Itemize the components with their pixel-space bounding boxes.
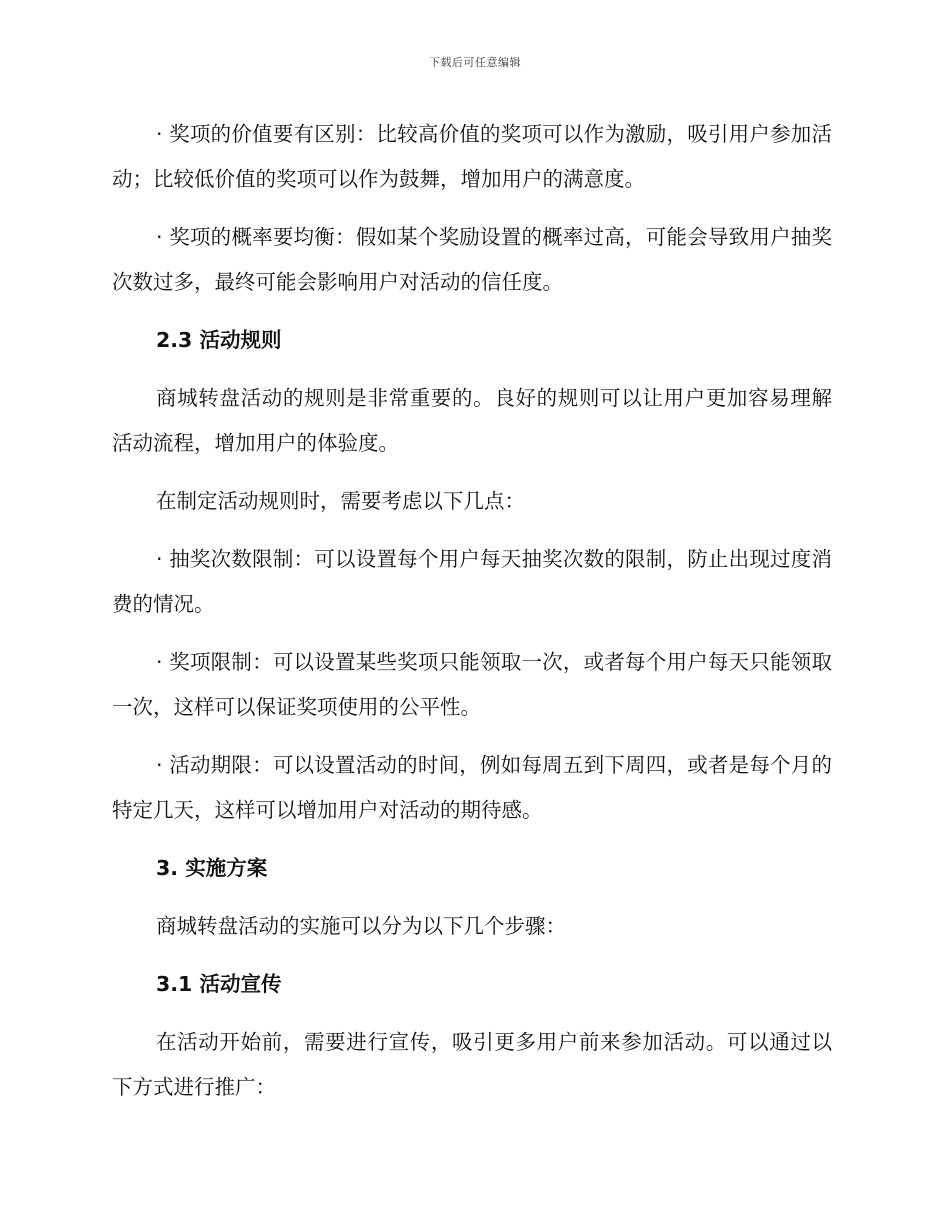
- paragraph-prize-value: · 奖项的价值要有区别：比较高价值的奖项可以作为激励，吸引用户参加活动；比较低价值的奖项可以作为鼓舞，增加用户的满意度。: [112, 122, 832, 191]
- paragraph-activity-period: · 活动期限：可以设置活动的时间，例如每周五到下周四，或者是每个月的特定几天，这样可以增加用户对活动的期待感。: [112, 753, 832, 822]
- paragraph-implementation-steps: 商城转盘活动的实施可以分为以下几个步骤：: [156, 914, 566, 938]
- paragraph-prize-probability: · 奖项的概率要均衡：假如某个奖励设置的概率过高，可能会导致用户抽奖次数过多，最终可能会影响用户对活动的信任度。: [112, 225, 832, 294]
- paragraph-promotion: 在活动开始前，需要进行宣传，吸引更多用户前来参加活动。可以通过以下方式进行推广：: [112, 1030, 832, 1099]
- section-heading-3-1: 3.1 活动宣传: [156, 972, 282, 996]
- page-header: 下载后可任意编辑: [429, 56, 521, 69]
- page-body: [112, 112, 832, 1123]
- paragraph-draw-limit: · 抽奖次数限制：可以设置每个用户每天抽奖次数的限制，防止出现过度消费的情况。: [112, 547, 832, 616]
- paragraph-rules-considerations: 在制定活动规则时，需要考虑以下几点：: [156, 489, 525, 513]
- paragraph-rules-intro: 商城转盘活动的规则是非常重要的。良好的规则可以让用户更加容易理解活动流程，增加用户的体验度。: [112, 386, 832, 455]
- paragraph-prize-limit: · 奖项限制：可以设置某些奖项只能领取一次，或者每个用户每天只能领取一次，这样可以保证奖项使用的公平性。: [112, 650, 832, 719]
- section-heading-3: 3. 实施方案: [156, 856, 268, 880]
- section-heading-2-3: 2.3 活动规则: [156, 328, 282, 352]
